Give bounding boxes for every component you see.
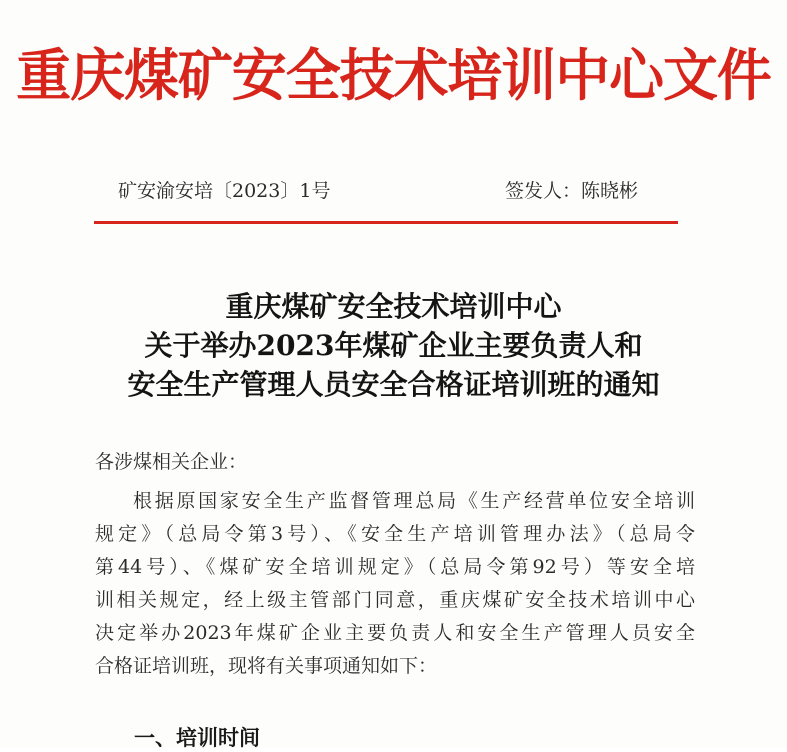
paragraph-line: 规定》（总局令第3号）、《安全生产培训管理办法》（总局令 <box>95 523 695 545</box>
title-line-3: 安全生产管理人员安全合格证培训班的通知 <box>127 368 660 401</box>
paragraph-line: 决定举办2023年煤矿企业主要负责人和安全生产管理人员安全 <box>95 622 695 644</box>
title-line-2: 关于举办2023年煤矿企业主要负责人和 <box>144 329 643 362</box>
notice-title <box>0 287 787 404</box>
section-heading: 一、培训时间 <box>134 726 260 750</box>
paragraph-line: 根据原国家安全生产监督管理总局《生产经营单位安全培训 <box>133 490 695 512</box>
paragraph-line: 第44号）、《煤矿安全培训规定》（总局令第92号）等安全培 <box>95 556 695 578</box>
org-header-title: 重庆煤矿安全技术培训中心文件 <box>16 44 771 109</box>
red-divider-line <box>94 221 678 224</box>
signer <box>505 176 638 203</box>
signer-name: 陈晓彬 <box>581 180 639 202</box>
signer-label: 签发人： <box>505 180 582 202</box>
document-number: 矿安渝安培〔2023〕1号 <box>118 180 331 202</box>
body-paragraph <box>95 485 695 683</box>
salutation: 各涉煤相关企业： <box>95 451 248 473</box>
paragraph-line: 训相关规定，经上级主管部门同意，重庆煤矿安全技术培训中心 <box>95 589 695 611</box>
paragraph-line: 合格证培训班，现将有关事项通知如下： <box>95 655 438 677</box>
title-line-1: 重庆煤矿安全技术培训中心 <box>225 290 562 323</box>
